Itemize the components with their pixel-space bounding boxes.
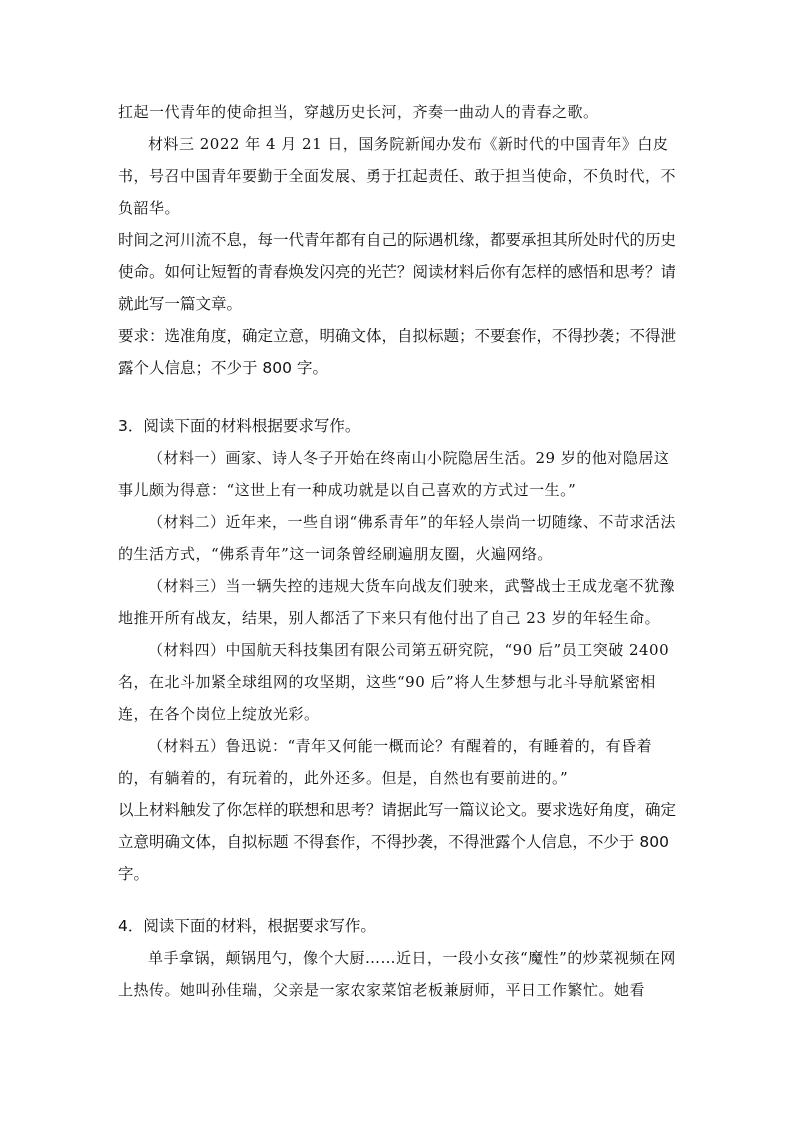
question-3-material-five: （材料五）鲁迅说：“青年又何能一概而论？有醒着的，有睡着的，有昏着的，有躺着的，有玩着的，此外还多。但是，自然也有要前进的。” <box>118 737 653 787</box>
question-3-prompt: 以上材料触发了你怎样的联想和思考？请据此写一篇议论文。要求选好角度，确定立意明确文体，自拟标题 不得套作，不得抄袭，不得泄露个人信息，不少于 800字。 <box>118 801 677 883</box>
question-3-material-three: （材料三）当一辆失控的违规大货车向战友们驶来，武警战士王成龙毫不犹豫地推开所有战友，结果，别人都活了下来只有他付出了自己 23 岁的年轻生命。 <box>118 577 676 627</box>
paragraph-prompt: 时间之河川流不息，每一代青年都有自己的际遇机缘，都要承担其所处时代的历史使命。如何让短暂的青春焕发闪亮的光芒？阅读材料后你有怎样的感悟和思考？请就此写一篇文章。 <box>118 231 677 313</box>
paragraph-requirements: 要求：选准角度，确定立意，明确文体，自拟标题；不要套作，不得抄袭；不得泄露个人信息；不少于 800 字。 <box>118 327 677 377</box>
question-3-material-four: （材料四）中国航天科技集团有限公司第五研究院，“90 后”员工突破 2400 名，在北斗加紧全球组网的攻坚期，这些“90 后”将人生梦想与北斗导航紧密相连，在各个岗位上绽放光彩。 <box>118 641 670 723</box>
paragraph-material-three: 材料三 2022 年 4 月 21 日，国务院新闻办发布《新时代的中国青年》白皮书，号召中国青年要勤于全面发展、勇于扛起责任、敢于担当使命，不负时代，不负韶华。 <box>118 135 677 217</box>
paragraph-continuation: 扛起一代青年的使命担当，穿越历史长河，齐奏一曲动人的青春之歌。 <box>118 103 599 121</box>
question-3-heading: 3．阅读下面的材料根据要求写作。 <box>118 417 361 435</box>
question-3-material-two: （材料二）近年来，一些自诩“佛系青年”的年轻人崇尚一切随缘、不苛求活法的生活方式，“佛系青年”这一词条曾经刷遍朋友圈，火遍网络。 <box>118 513 676 563</box>
question-3-material-one: （材料一）画家、诗人冬子开始在终南山小院隐居生活。29 岁的他对隐居这事儿颇为得意：“这世上有一种成功就是以自己喜欢的方式过一生。” <box>118 449 670 499</box>
question-4-heading: 4．阅读下面的材料，根据要求写作。 <box>118 917 376 935</box>
question-4-material: 单手拿锅，颠锅甩勺，像个大厨……近日，一段小女孩“魔性”的炒菜视频在网上热传。她叫孙佳瑞，父亲是一家农家菜馆老板兼厨师，平日工作繁忙。她看 <box>118 949 676 999</box>
